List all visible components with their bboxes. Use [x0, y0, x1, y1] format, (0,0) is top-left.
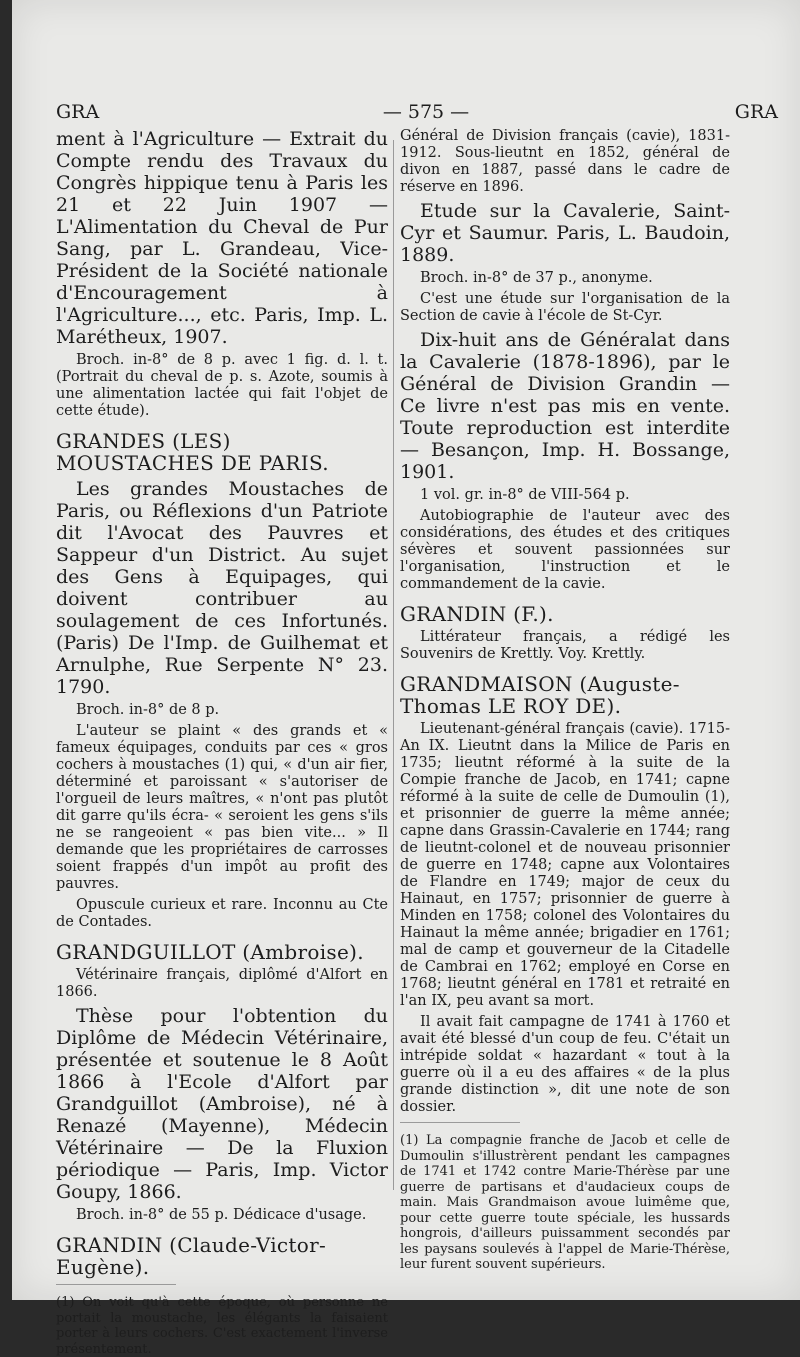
- entry-heading: GRANDIN (F.).: [400, 602, 554, 626]
- header-left: GRA: [56, 101, 100, 123]
- entry-note: Vétérinaire français, diplômé d'Alfort en 1866.: [56, 967, 388, 1000]
- entry-note: Broch. in-8° de 37 p., anonyme.: [420, 270, 653, 286]
- book-page: [12, 0, 800, 1357]
- left-column: [56, 128, 388, 1357]
- entry-text: Thèse pour l'obtention du Diplôme de Médecin Vétérinaire, présentée et soutenue le 8 Août 1866 à l'Ecole d'Alfort par Grandguillot (Ambroise), né à Renazé (Mayenne), Médecin Vétérinaire — De la Fluxion périodique — Paris, Imp. Victor Goupy, 1866.: [56, 1005, 388, 1203]
- entry-text: Etude sur la Cavalerie, Saint-Cyr et Saumur. Paris, L. Baudoin, 1889.: [400, 200, 730, 266]
- entry-text: Les grandes Moustaches de Paris, ou Réflexions d'un Patriote dit l'Avocat des Pauvres et Sappeur d'un District. Au sujet des Gens à Equipages, qui doivent contribuer au soulagement de ces Infortunés. (Paris) De l'Imp. de Guilhemat et Arnulphe, Rue Serpente N° 23. 1790.: [56, 478, 388, 698]
- entry-note: Lieutenant-général français (cavie). 1715-An IX. Lieutnt dans la Milice de Paris en 1735; lieutnt réformé à la suite de la Compie franche de Jacob, en 1741; capne réformé à la suite de celle de Dumoulin (1), et prisonnier de guerre la même année; capne dans Grassin-Cavalerie en 1744; rang de lieutnt-colonel et de nouveau prisonnier de guerre en 1748; capne aux Volontaires de Flandre en 1749; major de ceux du Hainaut, en 1757; prisonnier de guerre à Minden en 1758; colonel des Volontaires du Hainaut la même année; brigadier en 1761; mal de camp et gouverneur de la Citadelle de Cambrai en 1762; employé en Corse en 1768; lieutnt général en 1781 et retraité en l'an IX, peu avant sa mort.: [400, 721, 730, 1009]
- footnote-rule: [56, 1284, 176, 1285]
- entry-note: Opuscule curieux et rare. Inconnu au Cte de Contades.: [56, 897, 388, 930]
- footnote: (1) La compagnie franche de Jacob et celle de Dumoulin s'illustrèrent pendant les campagnes de 1741 et 1742 contre Marie-Thérèse par une guerre de partisans et d'audacieux coups de main. Mais Grandmaison avoue luimême que, pour cette guerre toute spéciale, les hussards hongrois, d'ailleurs puissamment secondés par les paysans soulevés à l'appel de Marie-Thérèse, leur furent souvent supérieurs.: [400, 1133, 730, 1272]
- entry-text: Dix-huit ans de Généralat dans la Cavalerie (1878-1896), par le Général de Division Grandin — Ce livre n'est pas mis en vente. Toute reproduction est interdite — Besançon, Imp. H. Bossange, 1901.: [400, 329, 730, 483]
- column-divider: [393, 140, 394, 1190]
- entry-note: Littérateur français, a rédigé les Souvenirs de Krettly. Voy. Krettly.: [400, 629, 730, 662]
- footnote-rule: [400, 1122, 520, 1123]
- entry-note: Broch. in-8° de 8 p. avec 1 fig. d. l. t. (Portrait du cheval de p. s. Azote, soumis à une alimentation lactée qui fait l'objet de cette étude).: [56, 352, 388, 419]
- running-header: [56, 101, 796, 127]
- header-right: GRA: [734, 101, 778, 123]
- entry-note: Général de Division français (cavie), 1831-1912. Sous-lieutnt en 1852, général de divon en 1887, passé dans le cadre de réserve en 1896.: [400, 128, 730, 195]
- entry-note: Broch. in-8° de 8 p.: [76, 702, 220, 718]
- page-number: — 575 —: [382, 101, 470, 123]
- footnote: (1) On voit qu'à cette époque, où personne ne portait la moustache, les élégants la faisaient porter à leurs cochers. C'est exactement l'inverse présentement.: [56, 1295, 388, 1357]
- entry-note: Il avait fait campagne de 1741 à 1760 et avait été blessé d'un coup de feu. C'était un intrépide soldat « hazardant « tout à la guerre où il a eu des affaires « de la plus grande distinction », dit une note de son dossier.: [400, 1014, 730, 1115]
- entry-note: 1 vol. gr. in-8° de VIII-564 p.: [420, 487, 630, 503]
- entry-heading: GRANDES (LES) MOUSTACHES DE PARIS.: [56, 429, 329, 475]
- entry-note: Autobiographie de l'auteur avec des considérations, des études et des critiques sévères et souvent passionnées sur l'organisation, l'instruction et le commandement de la cavie.: [400, 508, 730, 592]
- entry-heading: GRANDIN (Claude-Victor-Eugène).: [56, 1233, 327, 1279]
- entry-note: Broch. in-8° de 55 p. Dédicace d'usage.: [76, 1207, 367, 1223]
- entry-heading: GRANDMAISON (Auguste-Thomas LE ROY DE).: [400, 672, 680, 718]
- entry-note: L'auteur se plaint « des grands et « fameux équipages, conduits par ces « gros cochers à moustaches (1) qui, « d'un air fier, déterminé et paroissant « s'autoriser de l'orgueil de leurs maîtres, « n'ont pas plutôt dit garre qu'ils écra- « seroient les gens s'ils ne se rangeoient « pas bien vite... » Il demande que les propriétaires de carrosses soient frappés d'un impôt au profit des pauvres.: [56, 723, 388, 892]
- entry-note: C'est une étude sur l'organisation de la Section de cavie à l'école de St-Cyr.: [400, 291, 730, 324]
- right-column: [400, 128, 730, 1273]
- entry-text: ment à l'Agriculture — Extrait du Compte rendu des Travaux du Congrès hippique tenu à Paris les 21 et 22 Juin 1907 — L'Alimentation du Cheval de Pur Sang, par L. Grandeau, Vice-Président de la Société nationale d'Encouragement à l'Agriculture..., etc. Paris, Imp. L. Marétheux, 1907.: [56, 128, 388, 348]
- entry-heading: GRANDGUILLOT (Ambroise).: [56, 940, 364, 964]
